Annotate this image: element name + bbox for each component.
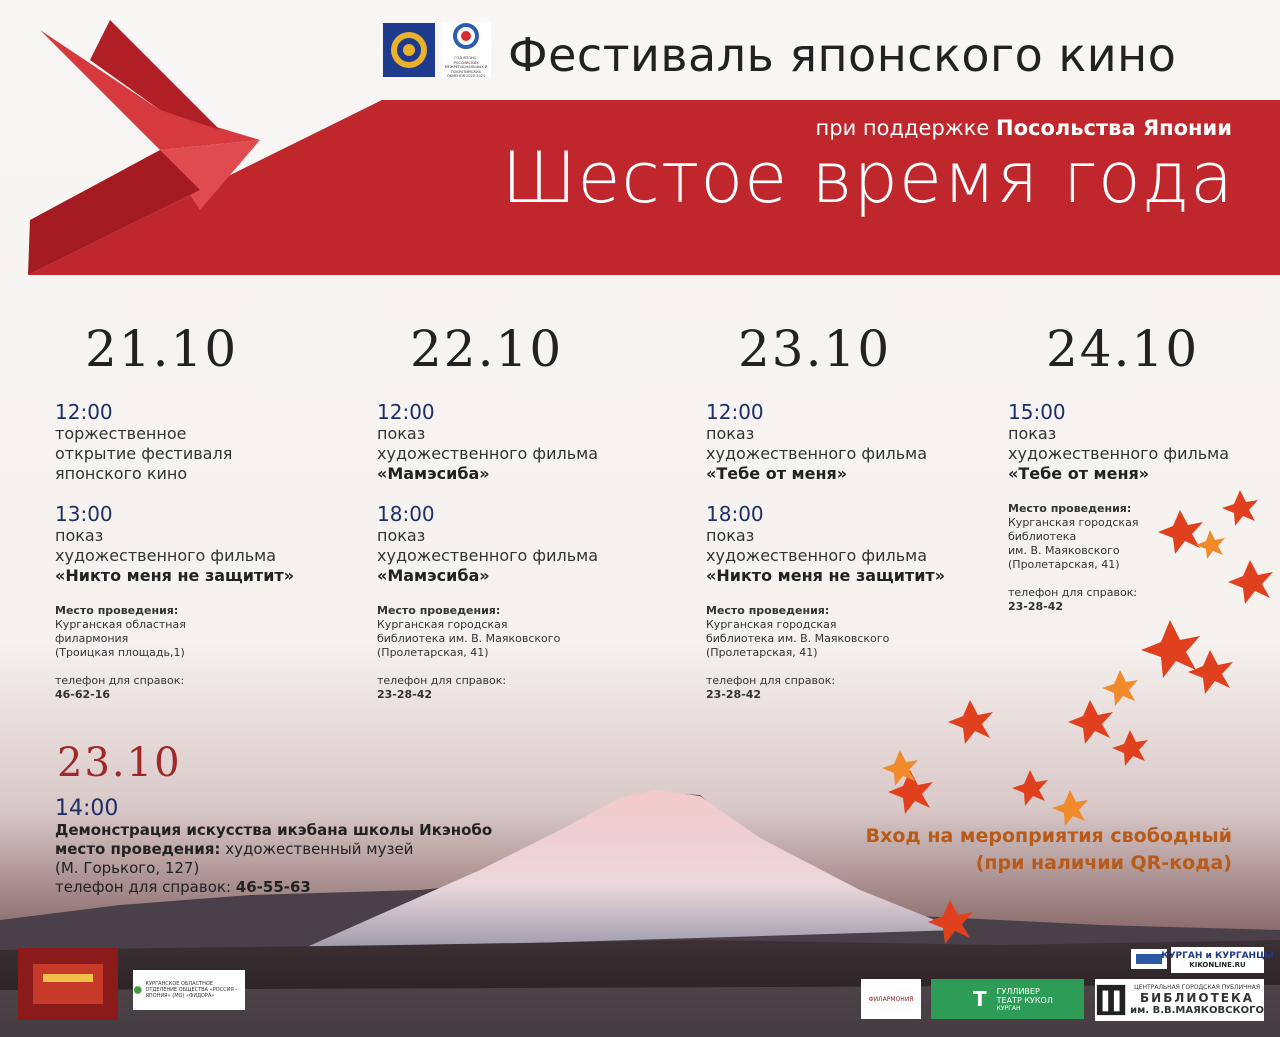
maple-leaf-icon: [1141, 620, 1200, 678]
venue-line: (Пролетарская, 41): [377, 646, 489, 659]
main-title: Шестое время года: [501, 137, 1234, 219]
extra-title: [55, 821, 492, 840]
gulliver-sub: ТЕАТР КУКОЛ: [996, 995, 1053, 1005]
phone-number: 23-28-42: [377, 688, 433, 701]
venue-line: Курганская городская: [1008, 516, 1139, 529]
society-text: КУРГАНСКОЕ ОБЛАСТНОЕ ОТДЕЛЕНИЕ ОБЩЕСТВА «РОССИЯ - ЯПОНИЯ» (МО) «ФИДОРА»: [145, 981, 238, 999]
phone-label: телефон для справок:: [377, 674, 507, 687]
event-desc: художественного фильма: [55, 546, 277, 565]
event-desc: японского кино: [55, 464, 188, 483]
support-prefix: при поддержке: [815, 116, 990, 140]
maple-leaf-icon: [928, 900, 973, 944]
extra-phone-line: [55, 878, 492, 897]
phone-number: 23-28-42: [1008, 600, 1064, 613]
day-date: 21.10: [85, 320, 239, 378]
kurgan-kurgantsy-logo: [1161, 947, 1274, 973]
maple-leaf-icon: [1112, 730, 1148, 766]
venue-line: (Пролетарская, 41): [706, 646, 818, 659]
extra-venue: художественный музей: [225, 840, 414, 858]
venue-line: библиотека им. В. Маяковского: [377, 632, 561, 645]
event-desc: художественного фильма: [706, 546, 928, 565]
maple-leaf-icon: [1196, 530, 1225, 559]
event-desc: показ: [1008, 424, 1057, 443]
library-bottom: им. В.В.МАЯКОВСКОГО: [1130, 1005, 1264, 1016]
support-org: Посольства Японии: [996, 116, 1232, 140]
library-mid: БИБЛИОТЕКА: [1140, 991, 1255, 1005]
event-desc: показ: [706, 526, 755, 545]
venue-line: (Пролетарская, 41): [1008, 558, 1120, 571]
gulliver-theatre-logo: [931, 979, 1084, 1019]
maple-leaf-icon: [1102, 670, 1138, 706]
extra-phone-label: телефон для справок:: [55, 878, 232, 896]
event-time: 12:00: [706, 400, 764, 424]
film-title: «Мамэсиба»: [377, 464, 490, 483]
venue-line: филармония: [55, 632, 129, 645]
phone-number: 46-62-16: [55, 688, 111, 701]
event-time: 15:00: [1008, 400, 1066, 424]
ikebana-event: [55, 740, 492, 897]
extra-date: 23.10: [57, 740, 182, 786]
venue-line: Курганская городская: [377, 618, 508, 631]
extra-phone: 46-55-63: [235, 878, 311, 896]
event-desc: показ: [706, 424, 755, 443]
film-title: «Никто меня не защитит»: [706, 566, 946, 585]
philharmonia-logo: [861, 979, 921, 1019]
event-time: 13:00: [55, 502, 113, 526]
maple-leaf-icon: [1228, 560, 1273, 604]
event-desc: показ: [377, 526, 426, 545]
event-desc: художественного фильма: [377, 546, 599, 565]
event-desc: художественного фильма: [377, 444, 599, 463]
free-entry-line1: Вход на мероприятия свободный: [865, 825, 1232, 847]
maple-leaf-icon: [1068, 700, 1113, 744]
event-desc: торжественное: [55, 424, 187, 443]
russia-japan-society-logo: [133, 970, 245, 1010]
venue-line: Курганская городская: [706, 618, 837, 631]
venue-label: Место проведения:: [377, 604, 501, 617]
day-column-1: [55, 320, 355, 702]
free-entry-note: [866, 823, 1232, 877]
exchange-year-logo: [441, 22, 491, 78]
extra-venue-line: [55, 840, 492, 859]
phone-number: 23-28-42: [706, 688, 762, 701]
day-date: 24.10: [1046, 320, 1200, 378]
day-date: 23.10: [738, 320, 892, 378]
maple-leaf-icon: [948, 700, 993, 744]
japanese-autumn-logo: [18, 948, 118, 1020]
venue-line: (Троицкая площадь,1): [55, 646, 185, 659]
film-title: «Тебе от меня»: [1008, 464, 1150, 483]
phone-label: телефон для справок:: [1008, 586, 1138, 599]
maple-leaf-icon: [1222, 490, 1258, 526]
gulliver-title: ГУЛЛИВЕР: [996, 986, 1040, 996]
philharmonia-text: ФИЛАРМОНИЯ: [868, 995, 914, 1003]
extra-time: 14:00: [55, 796, 119, 821]
extra-venue-label: место проведения:: [55, 840, 221, 858]
extra-title-text: Демонстрация искусства икэбана школы Икэнобо: [55, 821, 493, 839]
library-top: ЦЕНТРАЛЬНАЯ ГОРОДСКАЯ ПУБЛИЧНАЯ: [1134, 984, 1260, 991]
venue-label: Место проведения:: [1008, 502, 1132, 515]
phone-label: телефон для справок:: [706, 674, 836, 687]
film-title: «Никто меня не защитит»: [55, 566, 295, 585]
exchange-year-text: ГОД ЯПОНО-РОССИЙСКИХ МЕЖРЕГИОНАЛЬНЫХ И ПОБРАТИМСКИХ ОБМЕНОВ 2020-2021: [444, 56, 488, 78]
film-title: «Тебе от меня»: [706, 464, 848, 483]
extra-address: (М. Горького, 127): [55, 859, 200, 877]
mayakovsky-library-logo: [1095, 979, 1264, 1021]
venue-line: библиотека им. В. Маяковского: [706, 632, 890, 645]
free-entry-line2: (при наличии QR-кода): [975, 852, 1232, 874]
event-time: 18:00: [377, 502, 435, 526]
film-title: «Мамэсиба»: [377, 566, 490, 585]
embassy-logo: [383, 23, 435, 77]
gulliver-icon: T: [973, 987, 987, 1011]
maple-leaves-decoration: [870, 470, 1280, 950]
event-desc: показ: [55, 526, 104, 545]
maple-leaf-icon: [1052, 790, 1088, 826]
maple-leaf-icon: [1012, 770, 1048, 806]
kurgan-title: КУРГАН и КУРГАНЦЫ: [1161, 951, 1274, 961]
festival-title: Фестиваль японского кино: [508, 28, 1177, 82]
maple-leaf-icon: [1158, 510, 1203, 554]
venue-label: Место проведения:: [55, 604, 179, 617]
venue-line: Курганская областная: [55, 618, 186, 631]
event-desc: художественного фильма: [706, 444, 928, 463]
phone-label: телефон для справок:: [55, 674, 185, 687]
day-date: 22.10: [410, 320, 564, 378]
event-desc: открытие фестиваля: [55, 444, 233, 463]
maple-leaf-icon: [1188, 650, 1233, 694]
event-time: 12:00: [377, 400, 435, 424]
day-column-2: [377, 320, 677, 702]
gulliver-city: КУРГАН: [996, 1004, 1021, 1012]
venue-line: им. В. Маяковского: [1008, 544, 1120, 557]
venue-label: Место проведения:: [706, 604, 830, 617]
event-desc: показ: [377, 424, 426, 443]
library-icon: [1095, 982, 1127, 1018]
kikonline-url: KIKONLINE.RU: [1189, 961, 1246, 969]
venue-line: библиотека: [1008, 530, 1077, 543]
event-desc: художественного фильма: [1008, 444, 1230, 463]
event-time: 18:00: [706, 502, 764, 526]
event-time: 12:00: [55, 400, 113, 424]
